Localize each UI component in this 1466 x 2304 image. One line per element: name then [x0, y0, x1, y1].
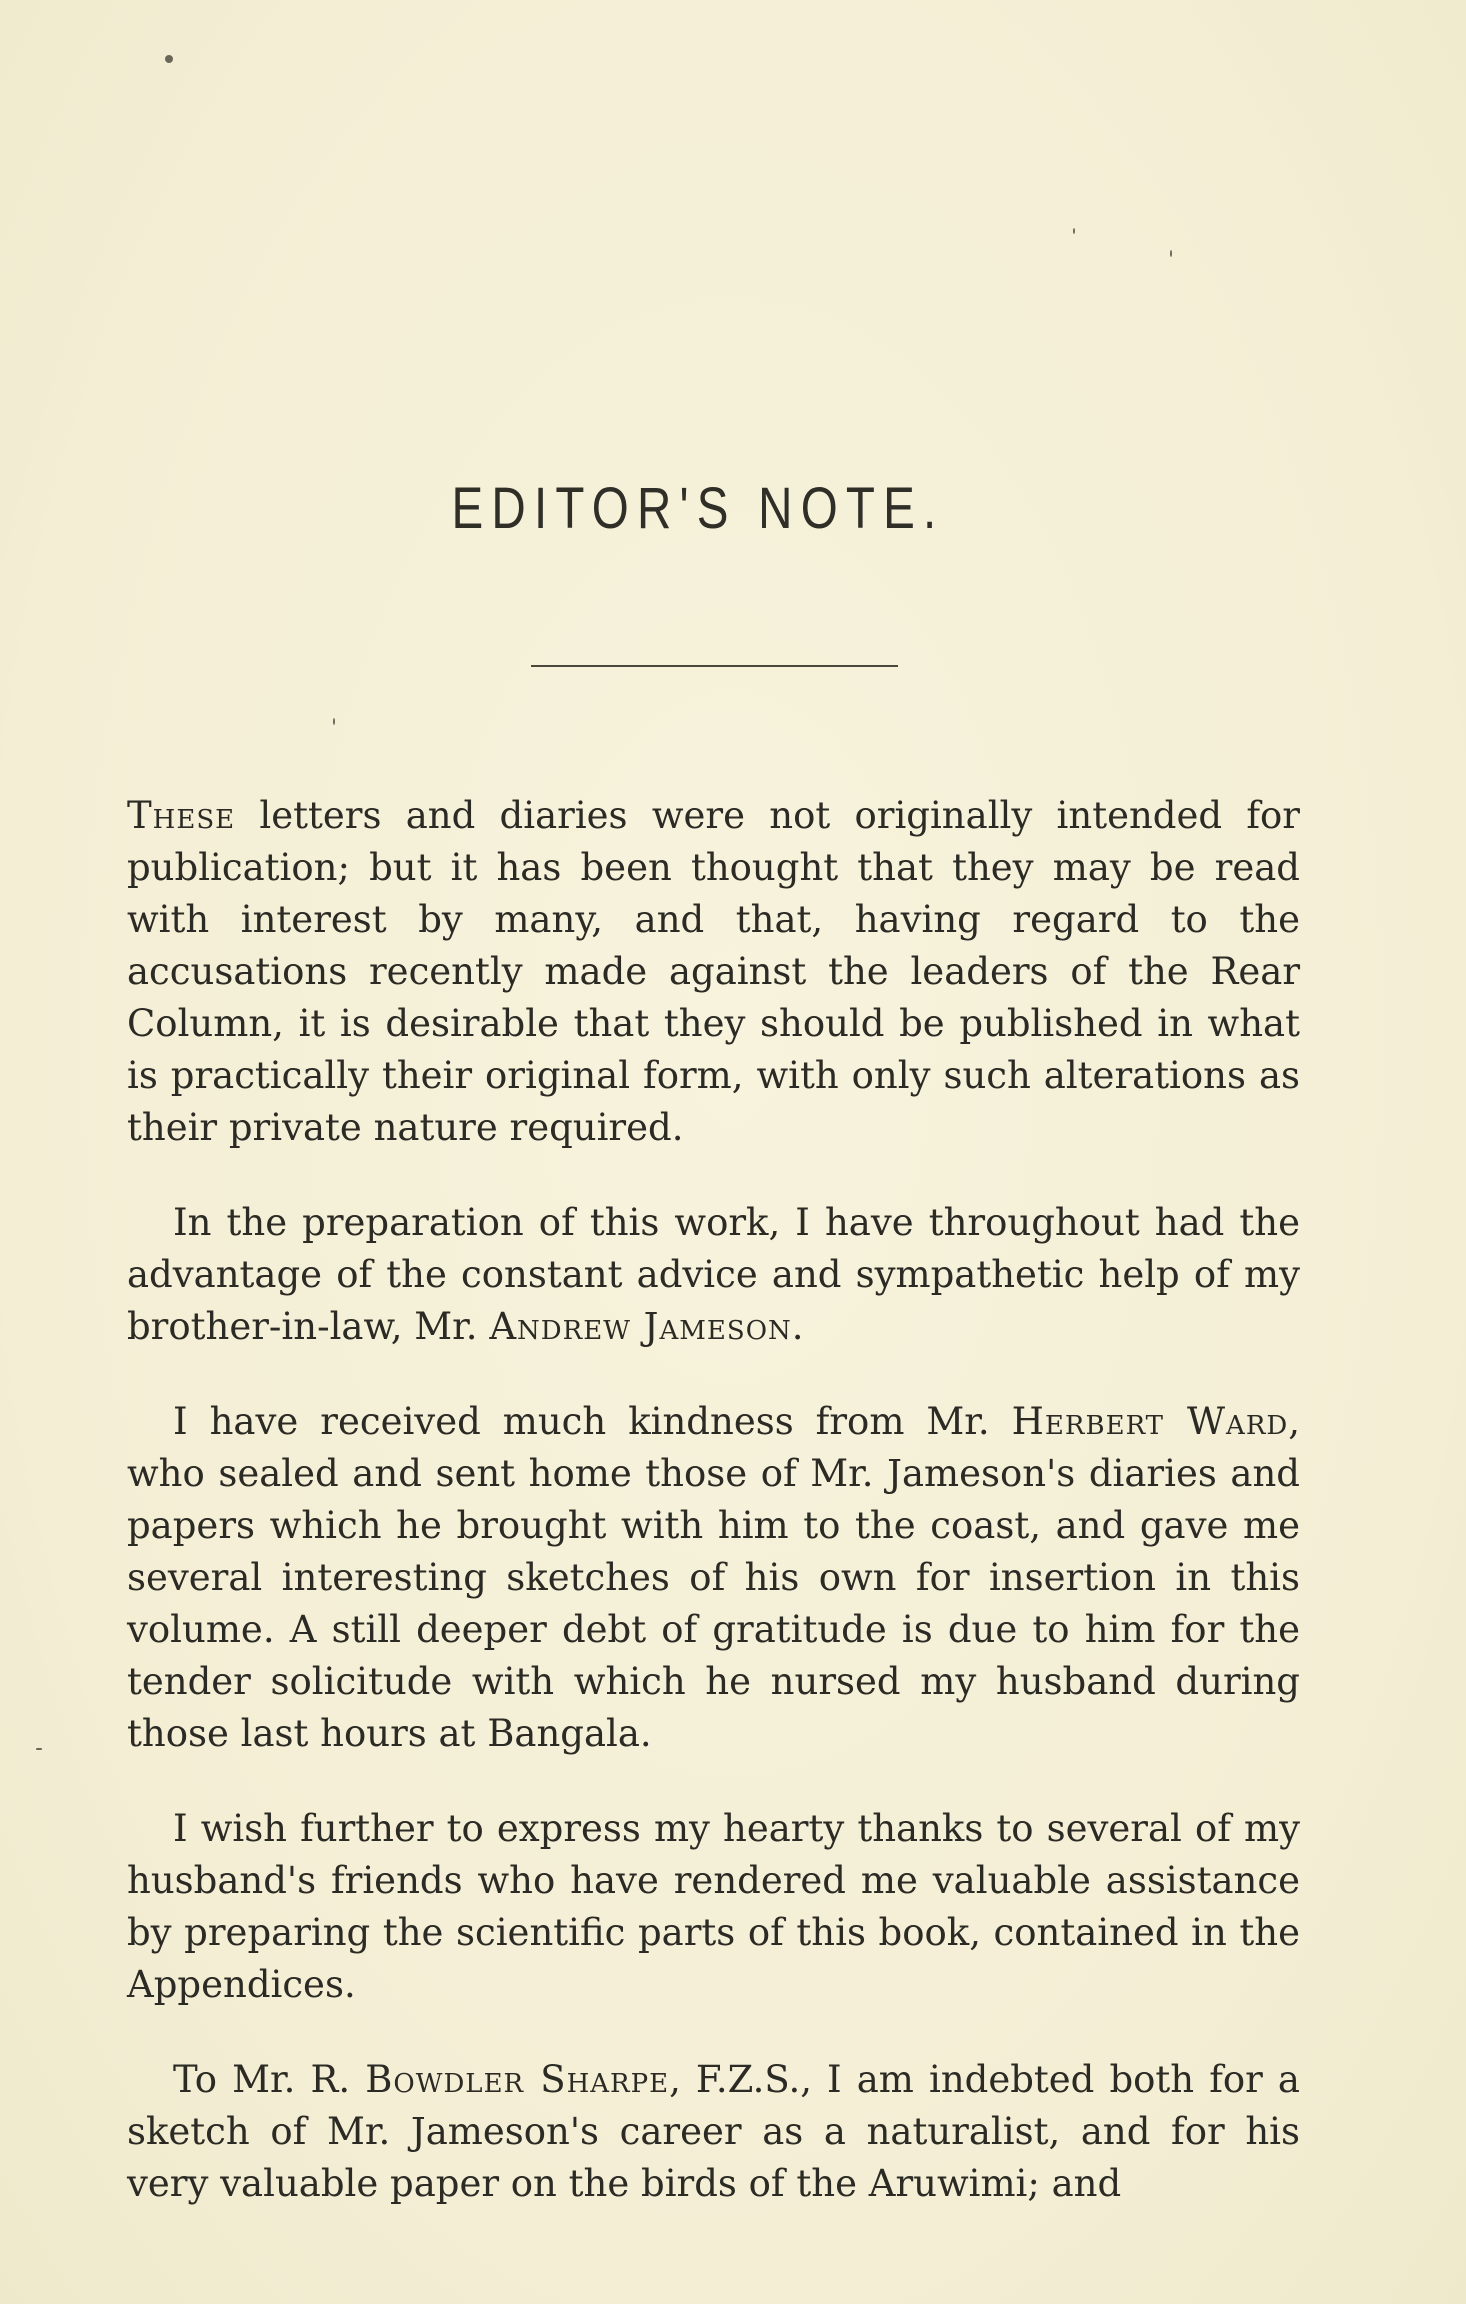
paragraph-text: I wish further to express my hearty thanks to several of my husband's friends who have rendered me valuable assistance by preparing the scientific parts of this book, contained in the Appendices. [127, 1807, 1300, 2006]
note-body [127, 790, 1300, 2253]
lead-word: These [127, 794, 236, 837]
title-divider [531, 665, 898, 667]
ink-speck [1073, 228, 1075, 234]
person-name: Herbert Ward [1011, 1400, 1289, 1443]
paragraph-sharpe [127, 2054, 1300, 2210]
paragraph-text: . [791, 1305, 804, 1348]
paragraph-text: To Mr. R. [173, 2058, 366, 2101]
page-title: EDITOR'S NOTE. [451, 476, 945, 541]
ink-speck [36, 1748, 42, 1750]
paragraph-preparation [127, 1197, 1300, 1353]
paragraph-intro [127, 790, 1300, 1154]
ink-speck [333, 718, 335, 725]
paragraph-text: I have received much kindness from Mr. [173, 1400, 1012, 1443]
ink-speck [1170, 250, 1172, 257]
person-name: Bowdler Sharpe [365, 2058, 670, 2101]
person-name: Andrew Jameson [489, 1305, 792, 1348]
paragraph-text: In the preparation of this work, I have throughout had the advantage of the constant advice and sympathetic help of my brother-in-law, Mr. [127, 1201, 1300, 1348]
ink-speck [165, 55, 173, 63]
paragraph-text: , who sealed and sent home those of Mr. Jameson's diaries and papers which he brought with him to the coast, and gave me several interesting sketches of his own for insertion in this volume. A still deeper debt of gratitude is due to him for the tender solicitude with which he nursed my husband during those last hours at Bangala. [127, 1400, 1301, 1755]
paragraph-thanks [127, 1803, 1300, 2011]
paragraph-text: letters and diaries were not originally intended for publication; but it has been thought that they may be read with interest by many, and that, having regard to the accusations recently made against the leaders of the Rear Column, it is desirable that they should be published in what is practically their original form, with only such alterations as their private nature required. [127, 794, 1300, 1149]
paragraph-text: , F.Z.S., I am indebted both for a sketch of Mr. Jameson's career as a naturalist, and for his very valuable paper on the birds of the Aruwimi; and [127, 2058, 1300, 2205]
paragraph-kindness [127, 1396, 1300, 1760]
